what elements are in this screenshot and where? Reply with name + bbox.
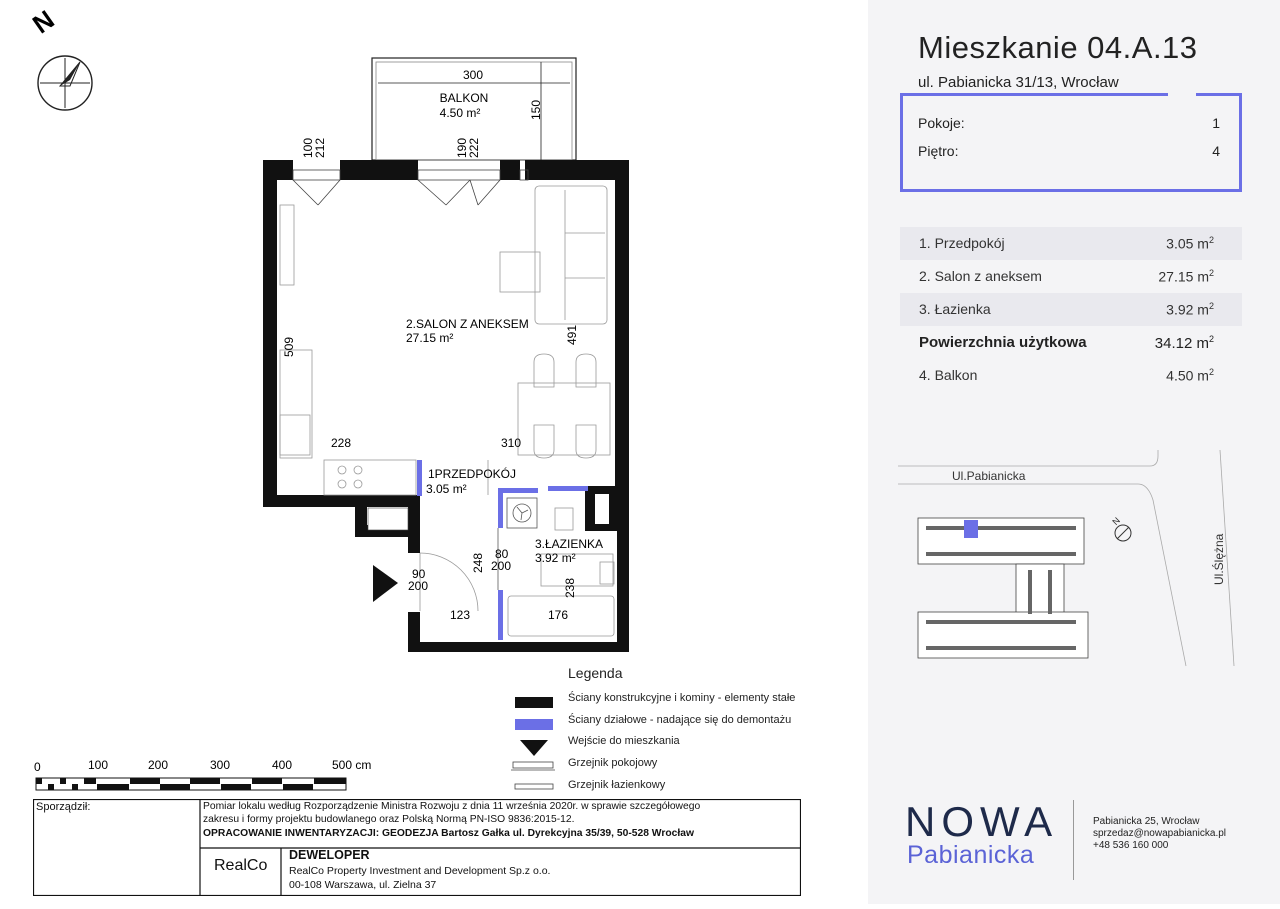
room-row	[900, 260, 1242, 293]
street-slezna: Ul.Ślężna	[1212, 533, 1226, 585]
legend-title: Legenda	[568, 665, 623, 681]
furniture	[280, 186, 614, 636]
dim-222: 222	[467, 137, 481, 158]
info-table	[33, 799, 801, 896]
developer-name: RealCo Property Investment and Development Sp.z o.o.	[289, 865, 551, 877]
legend-radiator-bath: Grzejnik łazienkowy	[568, 779, 666, 791]
developer-address: 00-108 Warszawa, ul. Zielna 37	[289, 879, 437, 891]
compass-icon	[38, 56, 92, 110]
contact-info	[1093, 816, 1226, 852]
legend-structural: Ściany konstrukcyjne i kominy - elementy stałe	[568, 692, 796, 704]
prepared-label: Sporządził:	[36, 801, 91, 813]
north-label: N	[26, 4, 60, 40]
scale-100: 100	[88, 758, 109, 772]
scale-400: 400	[272, 758, 293, 772]
salon-area: 27.15 m²	[406, 331, 454, 345]
balcony-area-value: 4.50 $m^2$	[1166, 367, 1214, 384]
svg-text:N: N	[1110, 515, 1123, 528]
room-area: 3.92 $m^2$	[1166, 301, 1214, 318]
regulation-line-2: zakresu i formy projektu budowlanego oraz Polską Normą PN-ISO 9836:2015-12.	[203, 814, 575, 825]
apartment-title: Mieszkanie 04.A.13	[918, 30, 1198, 65]
scale-bar	[34, 758, 371, 790]
building-outline	[918, 518, 1088, 658]
floor-label: Piętro:	[918, 143, 959, 159]
legend-entrance: Wejście do mieszkania	[568, 735, 680, 747]
dim-238: 238	[563, 577, 577, 598]
dim-90: 90	[412, 567, 426, 581]
contact-address: Pabianicka 25, Wrocław	[1093, 816, 1200, 827]
realco-logo: RealCo	[214, 857, 268, 874]
dim-212: 212	[313, 137, 327, 158]
apartment-address: ul. Pabianicka 31/13, Wrocław	[918, 74, 1119, 91]
contact-email[interactable]: sprzedaz@nowapabianicka.pl	[1093, 828, 1227, 839]
dim-228: 228	[331, 436, 352, 450]
dim-80: 80	[495, 547, 509, 561]
legend-symbols	[511, 697, 555, 789]
rooms-count-label: Pokoje:	[918, 115, 965, 131]
room-name: 3. Łazienka	[919, 301, 991, 317]
total-area-row	[900, 326, 1242, 359]
scale-500: 500 cm	[332, 758, 372, 772]
balcony-label: BALKON	[439, 91, 489, 105]
room-row	[900, 293, 1242, 326]
site-map	[868, 440, 1280, 680]
balcony-name: 4. Balkon	[919, 367, 978, 383]
contact-phone[interactable]: +48 536 160 000	[1093, 840, 1169, 851]
dim-509: 509	[282, 336, 296, 357]
total-area-value: 34.12 $m^2$	[1154, 334, 1214, 352]
legend-radiator-room: Grzejnik pokojowy	[568, 757, 658, 769]
hall-label: 1PRZEDPOKÓJ	[428, 467, 517, 481]
ventilation-icon	[507, 498, 537, 528]
dim-123: 123	[450, 608, 471, 622]
room-name: 1. Przedpokój	[919, 235, 1005, 251]
room-area: 3.05 $m^2$	[1166, 235, 1214, 252]
scale-200: 200	[148, 758, 169, 772]
rooms-count-value: 1	[1212, 115, 1220, 131]
legend-partition: Ściany działowe - nadające się do demontażu	[568, 714, 792, 726]
dim-100: 100	[301, 137, 315, 158]
dim-248: 248	[471, 552, 485, 573]
surveyor-line: OPRACOWANIE INWENTARYZACJI: GEODEZJA Bartosz Gałka ul. Dyrekcyjna 35/39, 50-528 Wrocław	[203, 828, 694, 839]
dim-310: 310	[501, 436, 522, 450]
dim-300: 300	[462, 68, 484, 82]
developer-label: DEWELOPER	[289, 848, 370, 862]
bath-area: 3.92 m²	[535, 551, 576, 565]
dim-200a: 200	[491, 559, 512, 573]
room-area: 27.15 $m^2$	[1158, 268, 1214, 285]
balcony-area: 4.50 m²	[439, 106, 481, 120]
salon-label: 2.SALON Z ANEKSEM	[406, 317, 529, 331]
apartment-location-marker	[964, 520, 978, 538]
entrance-arrow-icon	[373, 565, 398, 602]
regulation-line-1: Pomiar lokalu według Rozporządzenie Ministra Rozwoju z dnia 11 września 2020r. w sprawie szczegółowego	[203, 801, 701, 812]
brand-divider	[1073, 800, 1074, 880]
room-row	[900, 227, 1242, 260]
brand-logo-pabianicka: Pabianicka	[907, 841, 1035, 869]
brand-logo-nowa: NOWA	[905, 798, 1059, 845]
balcony-row	[900, 359, 1242, 392]
total-area-label: Powierzchnia użytkowa	[919, 334, 1087, 351]
hall-area: 3.05 m²	[426, 482, 467, 496]
room-name: 2. Salon z aneksem	[919, 268, 1042, 284]
dim-491: 491	[565, 324, 579, 345]
site-north-icon	[1110, 515, 1131, 541]
floor-value: 4	[1212, 143, 1220, 159]
bath-label: 3.ŁAZIENKA	[535, 537, 604, 551]
street-pabianicka: Ul.Pabianicka	[952, 469, 1026, 483]
scale-300: 300	[210, 758, 231, 772]
scale-0: 0	[34, 760, 41, 774]
room-list	[900, 227, 1242, 392]
dim-200b: 200	[408, 579, 429, 593]
dim-190: 190	[455, 137, 469, 158]
dim-176: 176	[548, 608, 569, 622]
dim-150: 150	[529, 99, 543, 120]
